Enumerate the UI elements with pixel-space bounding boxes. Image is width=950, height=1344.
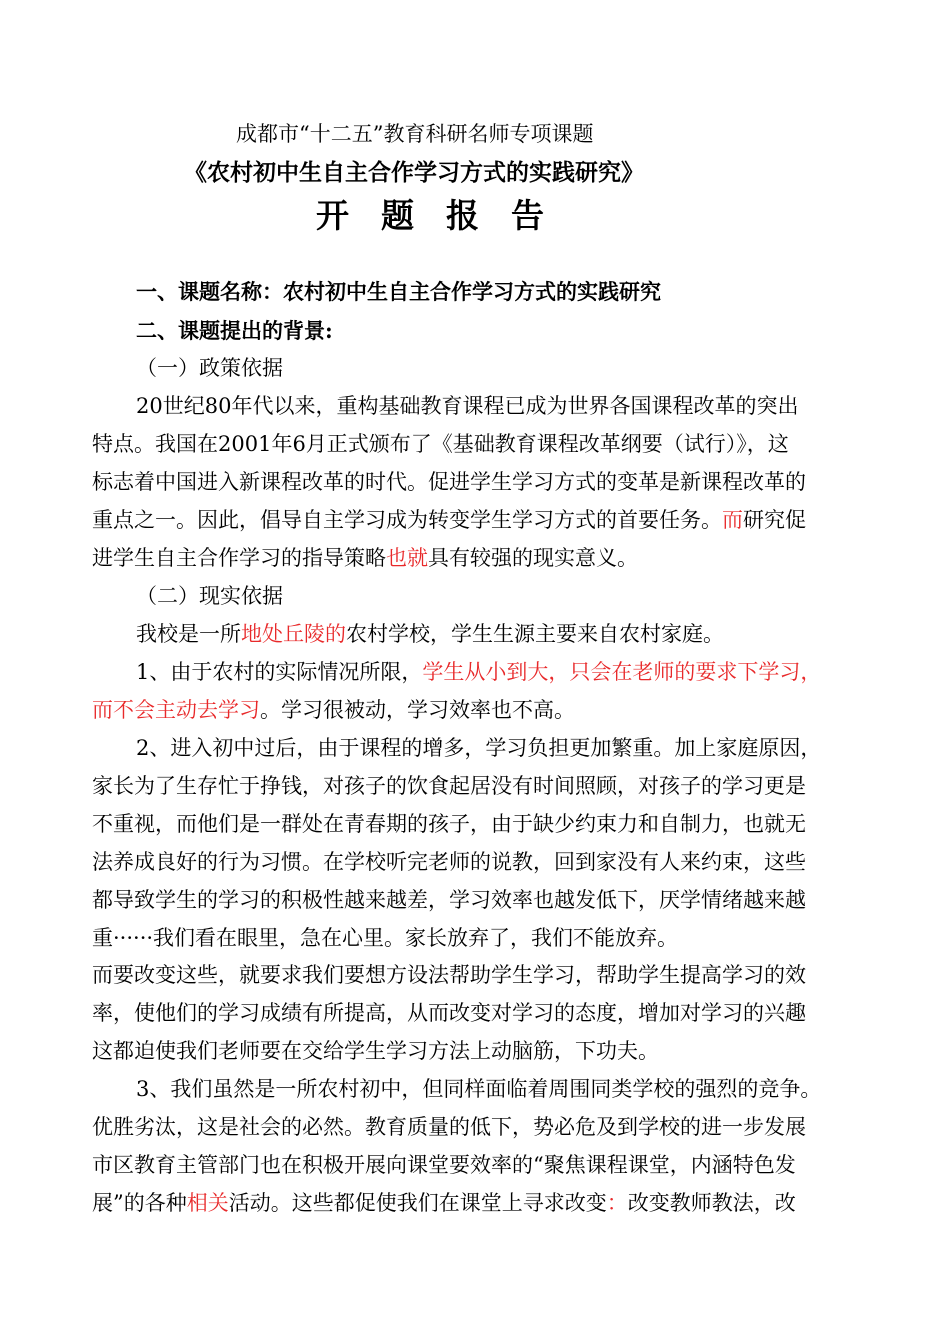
highlight-text: 也就 <box>386 546 428 570</box>
paragraph-4-line-4: 法养成良好的行为习惯。在学校听完老师的说教，回到家没有人来约束，这些 <box>92 850 806 874</box>
paragraph-1-line-3: 标志着中国进入新课程改革的时代。促进学生学习方式的变革是新课程改革的 <box>92 470 806 494</box>
paragraph-4-line-6: 重······我们看在眼里，急在心里。家长放弃了，我们不能放弃。 <box>92 926 679 950</box>
paragraph-5-line-3: 市区教育主管部门也在积极开展向课堂要效率的“聚焦课程课堂，内涵特色发 <box>92 1153 796 1177</box>
section-2-heading: 二、课题提出的背景: <box>136 318 333 343</box>
paragraph-4-line-3: 不重视，而他们是一群处在青春期的孩子，由于缺少约束力和自制力，也就无 <box>92 812 806 836</box>
paragraph-4-line-1: 2、进入初中过后，由于课程的增多，学习负担更加繁重。加上家庭原因， <box>136 736 822 760</box>
paragraph-1-line-5: 进学生自主合作学习的指导策略也就具有较强的现实意义。 <box>92 546 638 570</box>
paragraph-4-line-7: 而要改变这些，就要求我们要想方设法帮助学生学习，帮助学生提高学习的效 <box>92 963 806 987</box>
highlight-text: 学生从小到大，只会在老师的要求下学习， <box>422 660 822 684</box>
subsection-reality-heading: （二）现实依据 <box>136 584 283 608</box>
highlight-text: ： <box>606 1191 628 1215</box>
project-subtitle: 成都市“十二五”教育科研名师专项课题 <box>236 122 594 146</box>
highlight-text: 相关 <box>186 1191 229 1215</box>
paragraph-5-line-4: 展”的各种相关活动。这些都促使我们在课堂上寻求改变：改变教师教法，改 <box>92 1191 796 1215</box>
paragraph-4-line-5: 都导致学生的学习的积极性越来越差，学习效率也越发低下，厌学情绪越来越 <box>92 888 806 912</box>
highlight-text: 而不会主动去学习 <box>92 698 260 722</box>
project-title: 《农村初中生自主合作学习方式的实践研究》 <box>184 159 644 186</box>
report-title: 开题报告 <box>316 196 576 235</box>
paragraph-4-line-2: 家长为了生存忙于挣钱，对孩子的饮食起居没有时间照顾，对孩子的学习更是 <box>92 774 806 798</box>
paragraph-4-line-9: 这都迫使我们老师要在交给学生学习方法上动脑筋，下功夫。 <box>92 1039 659 1063</box>
highlight-text: 地处丘陵的 <box>241 622 346 646</box>
highlight-text: 而 <box>722 508 743 532</box>
paragraph-3-line-1: 1、由于农村的实际情况所限，学生从小到大，只会在老师的要求下学习， <box>136 660 822 684</box>
paragraph-5-line-2: 优胜劣汰，这是社会的必然。教育质量的低下，势必危及到学校的进一步发展 <box>92 1115 806 1139</box>
paragraph-3-line-2: 而不会主动去学习。学习很被动，学习效率也不高。 <box>92 698 575 722</box>
paragraph-2: 我校是一所地处丘陵的农村学校，学生生源主要来自农村家庭。 <box>136 622 724 646</box>
section-1-heading: 一、课题名称：农村初中生自主合作学习方式的实践研究 <box>136 279 661 304</box>
paragraph-1-line-2: 特点。我国在2001年6月正式颁布了《基础教育课程改革纲要（试行）》，这 <box>92 432 789 456</box>
subsection-policy-heading: （一）政策依据 <box>136 356 283 380</box>
paragraph-1-line-4: 重点之一。因此，倡导自主学习成为转变学生学习方式的首要任务。而研究促 <box>92 508 806 532</box>
paragraph-5-line-1: 3、我们虽然是一所农村初中，但同样面临着周围同类学校的强烈的竞争。 <box>136 1077 822 1101</box>
paragraph-4-line-8: 率，使他们的学习成绩有所提高，从而改变对学习的态度，增加对学习的兴趣 <box>92 1001 806 1025</box>
paragraph-1-line-1: 20世纪80年代以来，重构基础教育课程已成为世界各国课程改革的突出 <box>136 394 799 418</box>
